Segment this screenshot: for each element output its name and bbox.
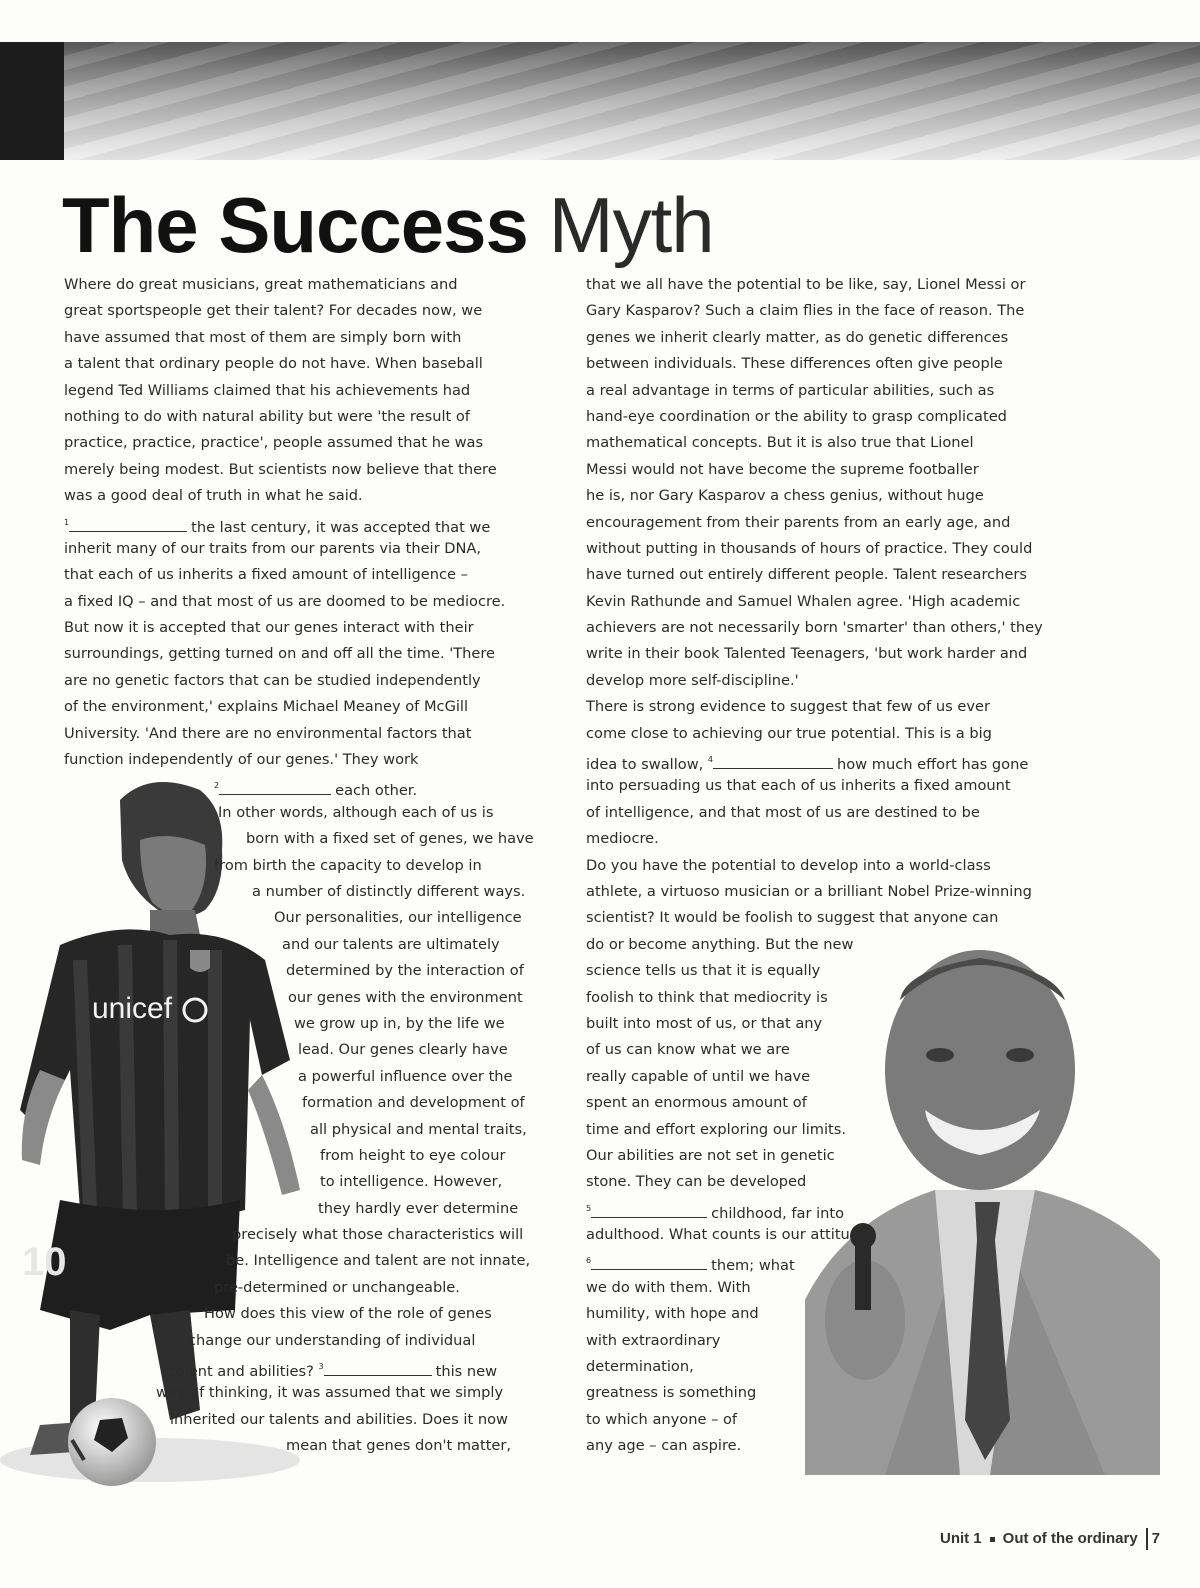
text-line: foolish to think that mediocrity is bbox=[586, 988, 828, 1006]
text-line: hand-eye coordination or the ability to grasp complicated bbox=[586, 407, 1007, 425]
gap-number: 1 bbox=[64, 517, 70, 527]
text-line: University. 'And there are no environmental factors that bbox=[64, 724, 472, 742]
article-left-column bbox=[64, 272, 534, 1460]
gap-1-blank[interactable] bbox=[69, 517, 187, 532]
text-line: he is, nor Gary Kasparov a chess genius, without huge bbox=[586, 487, 984, 505]
footer-unit: Unit 1 bbox=[939, 1529, 982, 1547]
text-line: Do you have the potential to develop into a world-class bbox=[586, 856, 991, 874]
text-line: humility, with hope and bbox=[586, 1305, 759, 1323]
text-line-gap-1 bbox=[64, 510, 534, 536]
text-line: inherit many of our traits from our parents via their DNA, bbox=[64, 539, 482, 557]
text-line: a number of distinctly different ways. bbox=[252, 882, 526, 900]
text-line: between individuals. These differences often give people bbox=[586, 355, 1003, 373]
text-line: any age – can aspire. bbox=[586, 1437, 742, 1455]
text-line: of us can know what we are bbox=[586, 1041, 790, 1059]
gap-number: 5 bbox=[586, 1203, 592, 1213]
text-line: of the environment,' explains Michael Meaney of McGill bbox=[64, 698, 469, 716]
text-line: are no genetic factors that can be studied independently bbox=[64, 671, 481, 689]
text-line: Our personalities, our intelligence bbox=[274, 909, 522, 927]
text-line: mediocre. bbox=[586, 830, 659, 848]
text-line: lead. Our genes clearly have bbox=[298, 1041, 508, 1059]
text-line: be. Intelligence and talent are not innate, bbox=[226, 1252, 531, 1270]
gap-number: 2 bbox=[214, 781, 220, 791]
text-line: formation and development of bbox=[302, 1094, 525, 1112]
text-line: function independently of our genes.' They work bbox=[64, 751, 419, 769]
text-line: to intelligence. However, bbox=[320, 1173, 503, 1191]
text-line: they hardly ever determine bbox=[318, 1199, 519, 1217]
text-line: scientist? It would be foolish to suggest that anyone can bbox=[586, 909, 999, 927]
text-line: Where do great musicians, great mathematicians and bbox=[64, 276, 458, 293]
text-line: But now it is accepted that our genes interact with their bbox=[64, 619, 474, 637]
text-line: legend Ted Williams claimed that his achievements had bbox=[64, 381, 471, 399]
text-line: have turned out entirely different people. Talent researchers bbox=[586, 566, 1027, 584]
text-line: Gary Kasparov? Such a claim flies in the face of reason. The bbox=[586, 302, 1025, 320]
text-line: great sportspeople get their talent? For decades now, we bbox=[64, 302, 483, 320]
text-line: with extraordinary bbox=[586, 1331, 721, 1349]
gap-number: 3 bbox=[318, 1362, 324, 1372]
text-line: adulthood. What counts is our attitude bbox=[586, 1226, 869, 1244]
text-line: inherited our talents and abilities. Does it now bbox=[170, 1410, 508, 1428]
text-line: born with a fixed set of genes, we have bbox=[246, 830, 534, 848]
text-line: achievers are not necessarily born 'smarter' than others,' they bbox=[586, 619, 1043, 637]
text-fragment: them; what bbox=[711, 1257, 795, 1275]
gap-4-blank[interactable] bbox=[713, 754, 833, 769]
text-line: surroundings, getting turned on and off all the time. 'There bbox=[64, 645, 496, 663]
text-line: mean that genes don't matter, bbox=[286, 1437, 512, 1455]
text-line: merely being modest. But scientists now believe that there bbox=[64, 460, 497, 478]
text-fragment: the last century, it was accepted that we bbox=[191, 518, 491, 536]
text-line: a real advantage in terms of particular abilities, such as bbox=[586, 381, 995, 399]
shorts-number: 10 bbox=[22, 1240, 67, 1284]
text-fragment: childhood, far into bbox=[711, 1204, 845, 1222]
text-line: develop more self-discipline.' bbox=[586, 671, 799, 689]
header-dark-block bbox=[0, 42, 64, 160]
text-line: we do with them. With bbox=[586, 1278, 751, 1296]
text-line: come close to achieving our true potential. This is a big bbox=[586, 724, 992, 742]
header-banner bbox=[0, 42, 1200, 160]
text-line: determination, bbox=[586, 1358, 694, 1376]
text-line: How does this view of the role of genes bbox=[204, 1305, 492, 1323]
text-line: that we all have the potential to be like, say, Lionel Messi or bbox=[586, 276, 1026, 293]
text-line: greatness is something bbox=[586, 1384, 757, 1402]
footer-topic: Out of the ordinary bbox=[1002, 1529, 1138, 1547]
text-fragment: talent and abilities? bbox=[170, 1363, 314, 1381]
text-line: was a good deal of truth in what he said. bbox=[64, 487, 363, 505]
text-line-gap-5 bbox=[586, 1196, 1043, 1222]
text-line: a fixed IQ – and that most of us are doomed to be mediocre. bbox=[64, 592, 506, 610]
text-line: from birth the capacity to develop in bbox=[214, 856, 482, 874]
text-line: really capable of until we have bbox=[586, 1067, 811, 1085]
text-line: nothing to do with natural ability but were 'the result of bbox=[64, 407, 470, 425]
text-line-gap-2 bbox=[64, 773, 534, 799]
text-line: all physical and mental traits, bbox=[310, 1120, 527, 1138]
text-fragment: this new bbox=[435, 1363, 498, 1381]
text-line: of intelligence, and that most of us are destined to be bbox=[586, 803, 980, 821]
text-line-gap-3 bbox=[64, 1354, 534, 1380]
text-fragment: each other. bbox=[335, 782, 418, 800]
text-line: a powerful influence over the bbox=[298, 1067, 513, 1085]
text-line: In other words, although each of us is bbox=[218, 803, 494, 821]
text-line: our genes with the environment bbox=[288, 988, 523, 1006]
text-line: There is strong evidence to suggest that few of us ever bbox=[586, 698, 990, 716]
text-line: from height to eye colour bbox=[320, 1146, 506, 1164]
text-line: time and effort exploring our limits. bbox=[586, 1120, 847, 1138]
text-line: write in their book Talented Teenagers, 'but work harder and bbox=[586, 645, 1028, 663]
text-line: to which anyone – of bbox=[586, 1410, 738, 1428]
text-line: mathematical concepts. But it is also true that Lionel bbox=[586, 434, 974, 452]
text-line: athlete, a virtuoso musician or a brilliant Nobel Prize-winning bbox=[586, 882, 1032, 900]
title-bold: The Success bbox=[62, 181, 528, 269]
text-fragment: how much effort has gone bbox=[837, 756, 1029, 774]
text-line: have assumed that most of them are simply born with bbox=[64, 328, 462, 346]
text-line: that each of us inherits a fixed amount of intelligence – bbox=[64, 566, 468, 584]
bullet-icon bbox=[990, 1537, 995, 1542]
text-line: change our understanding of individual bbox=[188, 1331, 476, 1349]
gap-6-blank[interactable] bbox=[591, 1255, 707, 1270]
text-line: practice, practice, practice', people assumed that he was bbox=[64, 434, 484, 452]
text-line: stone. They can be developed bbox=[586, 1173, 807, 1191]
gap-2-blank[interactable] bbox=[219, 780, 331, 795]
text-line: into persuading us that each of us inherits a fixed amount bbox=[586, 777, 1011, 795]
text-line-gap-6 bbox=[586, 1248, 1043, 1274]
text-line: a talent that ordinary people do not have. When baseball bbox=[64, 355, 483, 373]
text-line: encouragement from their parents from an early age, and bbox=[586, 513, 1011, 531]
text-line: we grow up in, by the life we bbox=[294, 1014, 505, 1032]
page-number: 7 bbox=[1151, 1529, 1160, 1547]
gap-number: 6 bbox=[586, 1256, 592, 1266]
text-line: Our abilities are not set in genetic bbox=[586, 1146, 835, 1164]
text-line: genes we inherit clearly matter, as do genetic differences bbox=[586, 328, 1009, 346]
text-line: precisely what those characteristics will bbox=[232, 1226, 524, 1244]
text-line: pre-determined or unchangeable. bbox=[214, 1278, 460, 1296]
text-line: Kevin Rathunde and Samuel Whalen agree. 'High academic bbox=[586, 592, 1021, 610]
page-title bbox=[62, 180, 714, 270]
article-right-column bbox=[586, 272, 1043, 1460]
text-line: do or become anything. But the new bbox=[586, 935, 854, 953]
text-line: determined by the interaction of bbox=[286, 962, 524, 980]
title-light: Myth bbox=[548, 181, 714, 269]
text-line: built into most of us, or that any bbox=[586, 1014, 823, 1032]
text-fragment: idea to swallow, bbox=[586, 756, 704, 774]
text-line-gap-4 bbox=[586, 747, 1043, 773]
text-line: without putting in thousands of hours of practice. They could bbox=[586, 539, 1033, 557]
jersey-sponsor-text: unicef bbox=[92, 992, 173, 1025]
text-line: science tells us that it is equally bbox=[586, 962, 821, 980]
text-line: way of thinking, it was assumed that we simply bbox=[156, 1384, 504, 1402]
page-footer bbox=[940, 1528, 1160, 1550]
text-line: spent an enormous amount of bbox=[586, 1094, 807, 1112]
gap-5-blank[interactable] bbox=[591, 1203, 707, 1218]
divider bbox=[1146, 1528, 1148, 1550]
gap-number: 4 bbox=[707, 755, 713, 765]
text-line: Messi would not have become the supreme footballer bbox=[586, 460, 979, 478]
gap-3-blank[interactable] bbox=[324, 1361, 432, 1376]
text-line: and our talents are ultimately bbox=[282, 935, 500, 953]
